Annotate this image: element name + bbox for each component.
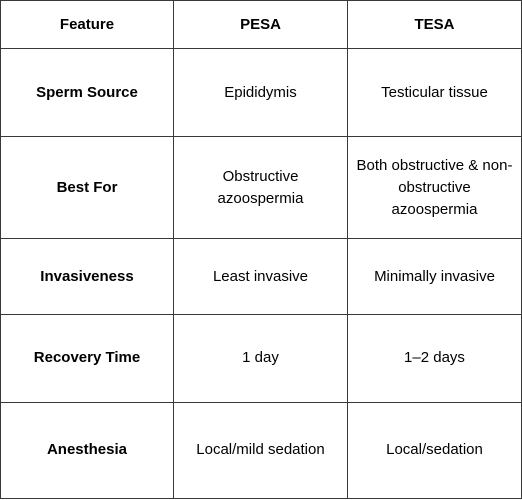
header-feature: Feature xyxy=(1,1,174,49)
row-feature-invasiveness: Invasiveness xyxy=(1,239,174,314)
row-tesa-cell: Local/sedation xyxy=(348,402,522,498)
row-feature-sperm-source: Sperm Source xyxy=(1,49,174,137)
row-tesa-cell: Minimally invasive xyxy=(348,239,522,314)
row-feature-recovery-time: Recovery Time xyxy=(1,314,174,402)
header-pesa: PESA xyxy=(174,1,348,49)
row-pesa-cell: Least invasive xyxy=(174,239,348,314)
table-row xyxy=(1,137,522,239)
table-row xyxy=(1,239,522,314)
table-header-row xyxy=(1,1,522,49)
row-tesa-cell: Both obstructive & non-obstructive azoospermia xyxy=(348,137,522,239)
row-feature-anesthesia: Anesthesia xyxy=(1,402,174,498)
row-pesa-cell: 1 day xyxy=(174,314,348,402)
row-feature-best-for: Best For xyxy=(1,137,174,239)
row-pesa-cell: Epididymis xyxy=(174,49,348,137)
table-row xyxy=(1,314,522,402)
row-tesa-cell: 1–2 days xyxy=(348,314,522,402)
table-row xyxy=(1,49,522,137)
header-tesa: TESA xyxy=(348,1,522,49)
row-pesa-cell: Local/mild sedation xyxy=(174,402,348,498)
table-row xyxy=(1,402,522,498)
row-pesa-cell: Obstructive azoospermia xyxy=(174,137,348,239)
row-tesa-cell: Testicular tissue xyxy=(348,49,522,137)
